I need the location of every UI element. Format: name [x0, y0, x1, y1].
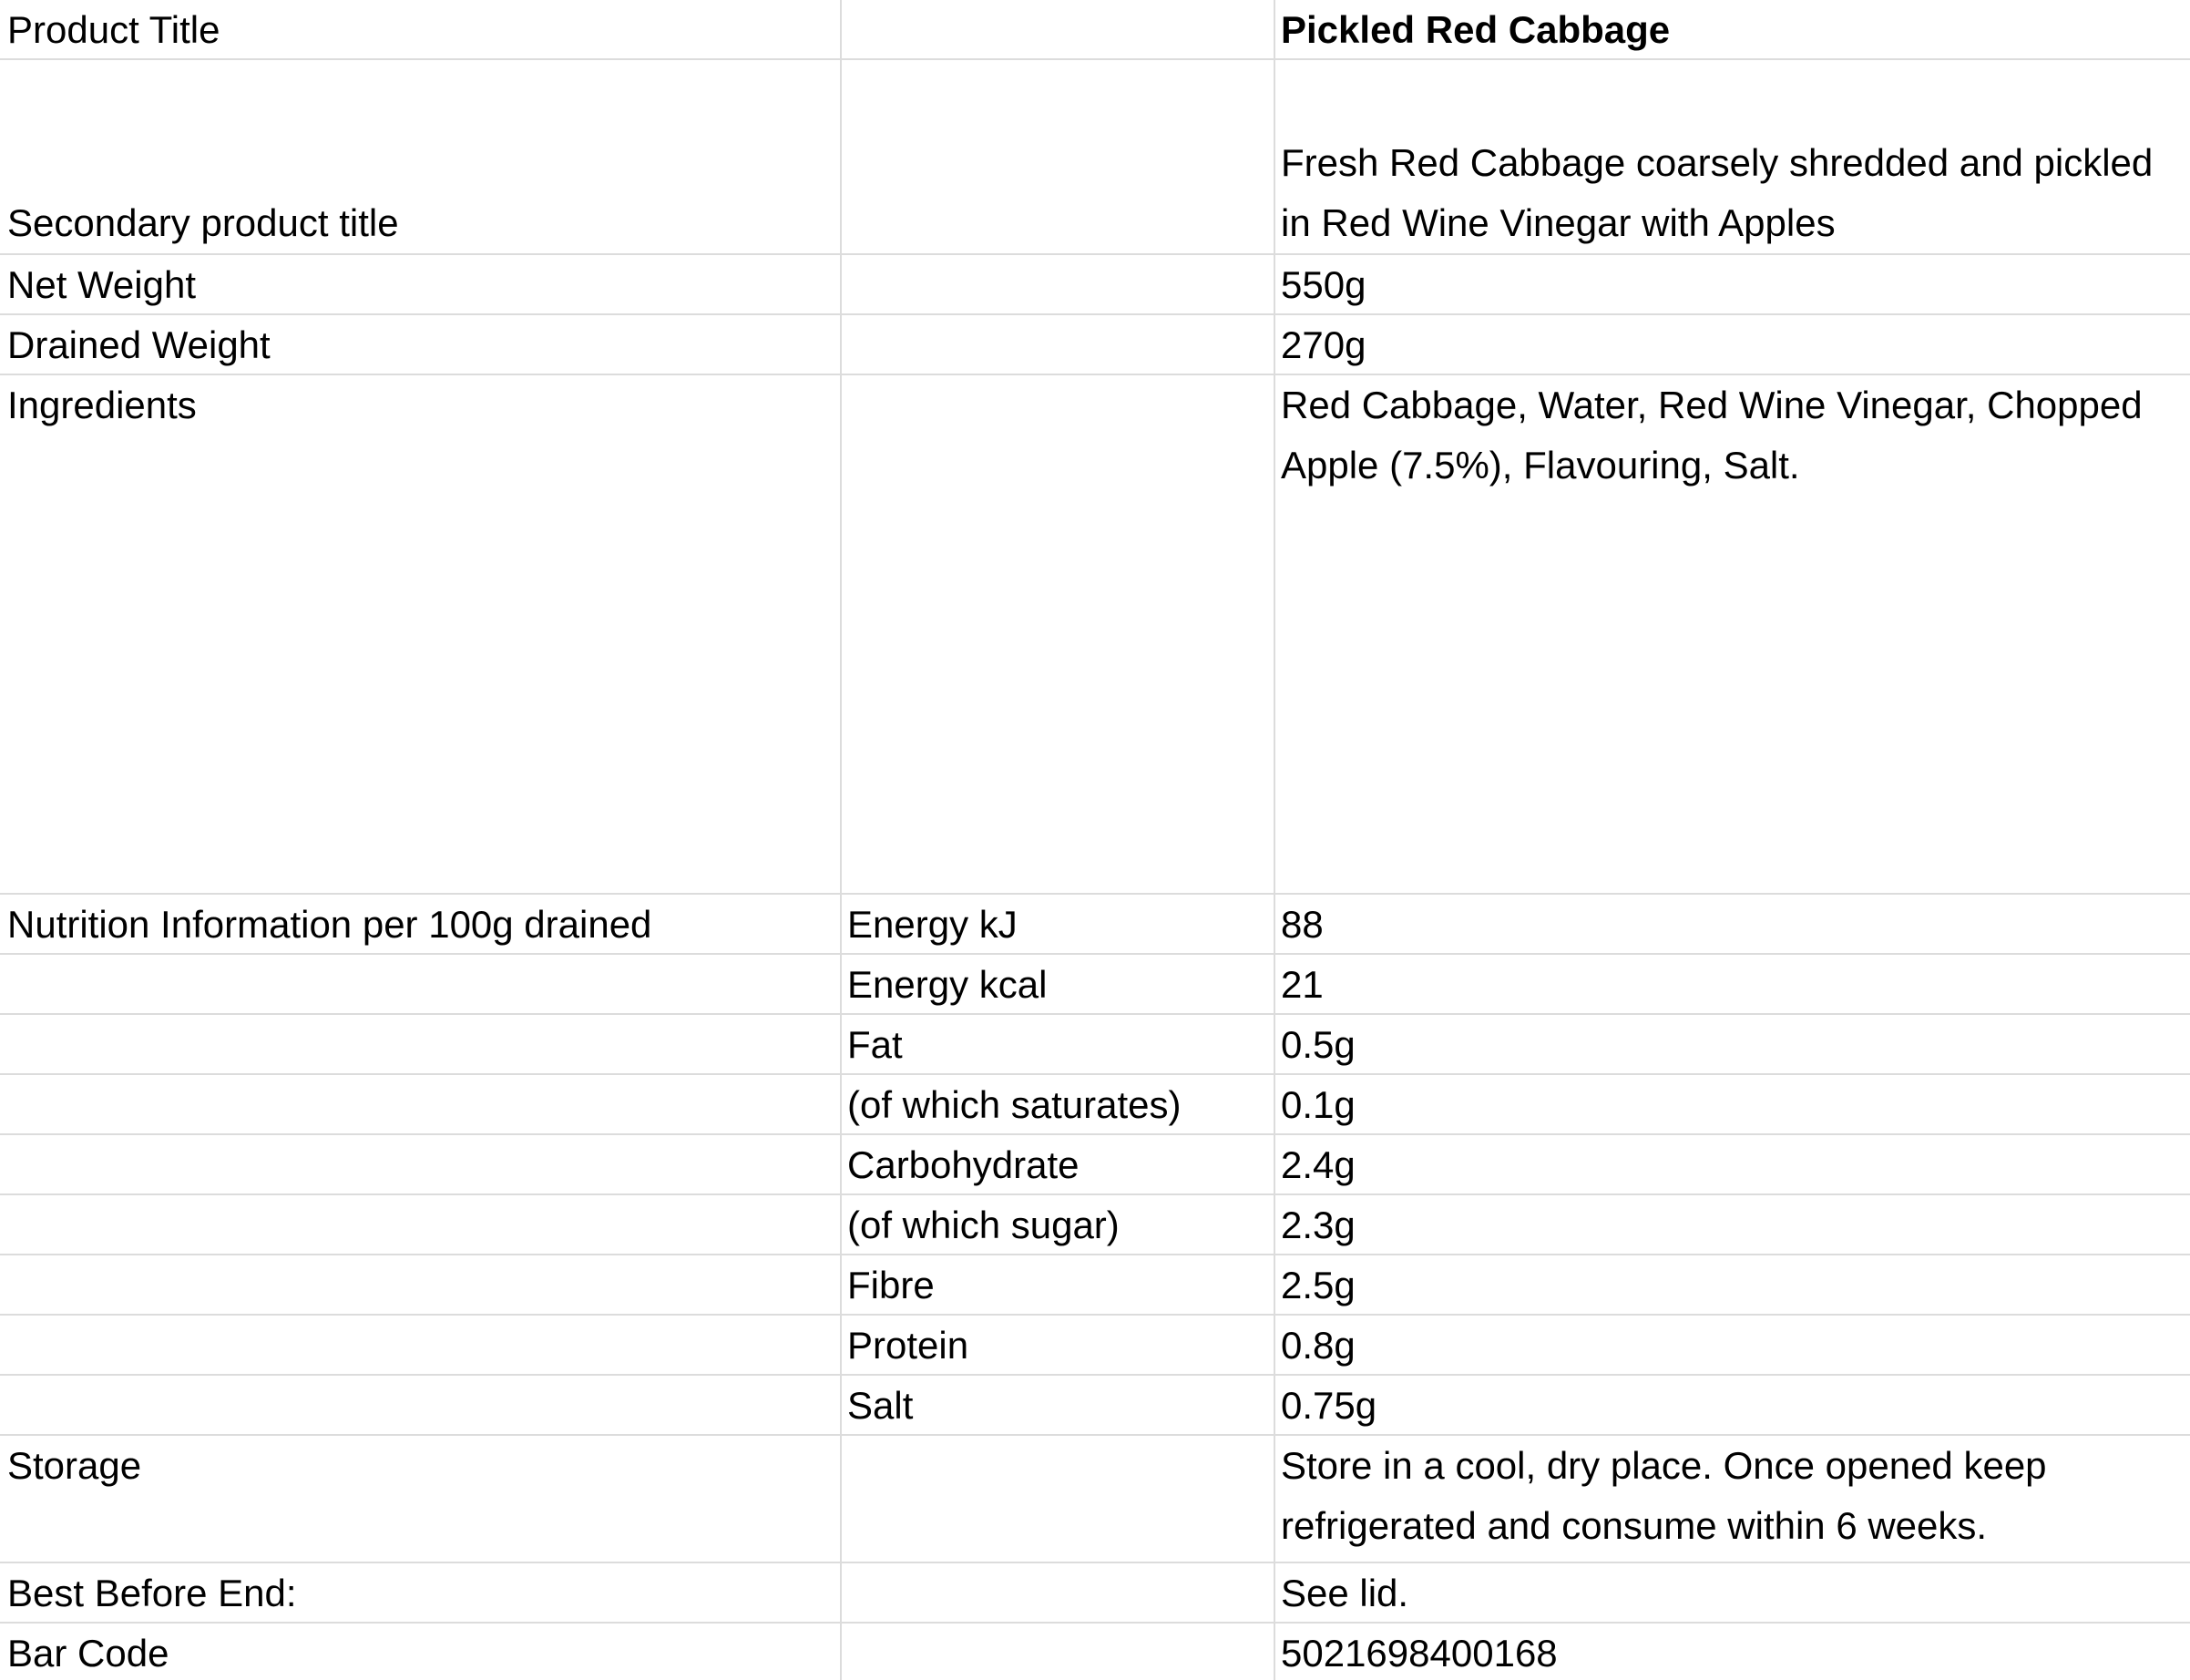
- cell-label[interactable]: [7, 1015, 836, 1073]
- net-weight-label[interactable]: Net Weight: [7, 263, 196, 306]
- secondary-title-value: Fresh Red Cabbage coarsely shredded and pickled in Red Wine Vinegar with Apples: [1281, 141, 2154, 244]
- cell-value[interactable]: [1281, 1436, 2186, 1562]
- row-drained-weight: [0, 315, 2190, 375]
- cell-label[interactable]: [7, 60, 836, 253]
- ingredients-label: Ingredients: [7, 384, 197, 426]
- nutrient-name[interactable]: (of which saturates): [847, 1083, 1182, 1126]
- row-nutrition-sugar: [0, 1195, 2190, 1255]
- nutrient-name[interactable]: (of which sugar): [847, 1204, 1120, 1246]
- bar-code-value[interactable]: 5021698400168: [1281, 1632, 1558, 1675]
- nutrient-name[interactable]: Fat: [847, 1023, 903, 1066]
- cell-sub[interactable]: [847, 1563, 1272, 1622]
- drained-weight-value[interactable]: 270g: [1281, 323, 1366, 366]
- net-weight-value[interactable]: 550g: [1281, 263, 1366, 306]
- nutrient-name[interactable]: Energy kcal: [847, 963, 1048, 1006]
- cell-value[interactable]: [1281, 60, 2186, 253]
- cell-label[interactable]: [7, 375, 836, 893]
- storage-label: Storage: [7, 1444, 142, 1487]
- row-nutrition-carbohydrate: [0, 1135, 2190, 1195]
- cell-label[interactable]: [7, 955, 836, 1013]
- cell-value[interactable]: [1281, 375, 2186, 893]
- nutrition-label[interactable]: Nutrition Information per 100g drained: [7, 903, 652, 946]
- bar-code-label[interactable]: Bar Code: [7, 1632, 169, 1675]
- nutrient-value[interactable]: 2.4g: [1281, 1143, 1356, 1186]
- drained-weight-label[interactable]: Drained Weight: [7, 323, 271, 366]
- row-product-title: [0, 0, 2190, 60]
- nutrient-name[interactable]: Energy kJ: [847, 903, 1018, 946]
- row-secondary-title: [0, 60, 2190, 255]
- nutrient-value[interactable]: 88: [1281, 903, 1324, 946]
- row-bar-code: [0, 1624, 2190, 1680]
- cell-label[interactable]: [7, 1376, 836, 1434]
- best-before-value[interactable]: See lid.: [1281, 1572, 1409, 1614]
- cell-sub[interactable]: [847, 0, 1272, 58]
- row-best-before: [0, 1563, 2190, 1624]
- cell-sub[interactable]: [847, 1624, 1272, 1680]
- cell-label[interactable]: Product Title: [7, 8, 220, 51]
- nutrient-value[interactable]: 21: [1281, 963, 1324, 1006]
- cell-label[interactable]: [7, 1135, 836, 1193]
- ingredients-value: Red Cabbage, Water, Red Wine Vinegar, Chopped Apple (7.5%), Flavouring, Salt.: [1281, 384, 2143, 487]
- cell-label[interactable]: [7, 1316, 836, 1374]
- best-before-label[interactable]: Best Before End:: [7, 1572, 297, 1614]
- nutrient-value[interactable]: 2.5g: [1281, 1264, 1356, 1306]
- row-nutrition-fat: [0, 1015, 2190, 1075]
- cell-sub[interactable]: [847, 315, 1272, 374]
- nutrient-name[interactable]: Fibre: [847, 1264, 935, 1306]
- cell-sub[interactable]: [847, 375, 1272, 893]
- row-ingredients: [0, 375, 2190, 895]
- cell-label[interactable]: [7, 1075, 836, 1133]
- secondary-title-label: Secondary product title: [7, 201, 399, 244]
- row-nutrition-saturates: [0, 1075, 2190, 1135]
- nutrient-name[interactable]: Salt: [847, 1384, 914, 1427]
- cell-sub[interactable]: [847, 60, 1272, 253]
- nutrient-value[interactable]: 0.75g: [1281, 1384, 1377, 1427]
- nutrient-value[interactable]: 2.3g: [1281, 1204, 1356, 1246]
- row-nutrition-fibre: [0, 1255, 2190, 1316]
- nutrient-name[interactable]: Protein: [847, 1324, 969, 1367]
- row-nutrition-salt: [0, 1376, 2190, 1436]
- nutrient-value[interactable]: 0.8g: [1281, 1324, 1356, 1367]
- row-net-weight: [0, 255, 2190, 315]
- row-nutrition-energy-kcal: [0, 955, 2190, 1015]
- row-nutrition-protein: [0, 1316, 2190, 1376]
- cell-sub[interactable]: [847, 255, 1272, 313]
- storage-value: Store in a cool, dry place. Once opened keep refrigerated and consume within 6 weeks.: [1281, 1444, 2047, 1547]
- product-title-value[interactable]: Pickled Red Cabbage: [1281, 8, 1671, 51]
- nutrient-name[interactable]: Carbohydrate: [847, 1143, 1080, 1186]
- row-storage: [0, 1436, 2190, 1563]
- nutrient-value[interactable]: 0.1g: [1281, 1083, 1356, 1126]
- cell-label[interactable]: [7, 1436, 836, 1562]
- cell-sub[interactable]: [847, 1436, 1272, 1562]
- row-nutrition-energy-kj: [0, 895, 2190, 955]
- nutrient-value[interactable]: 0.5g: [1281, 1023, 1356, 1066]
- cell-label[interactable]: [7, 1255, 836, 1314]
- cell-label[interactable]: [7, 1195, 836, 1254]
